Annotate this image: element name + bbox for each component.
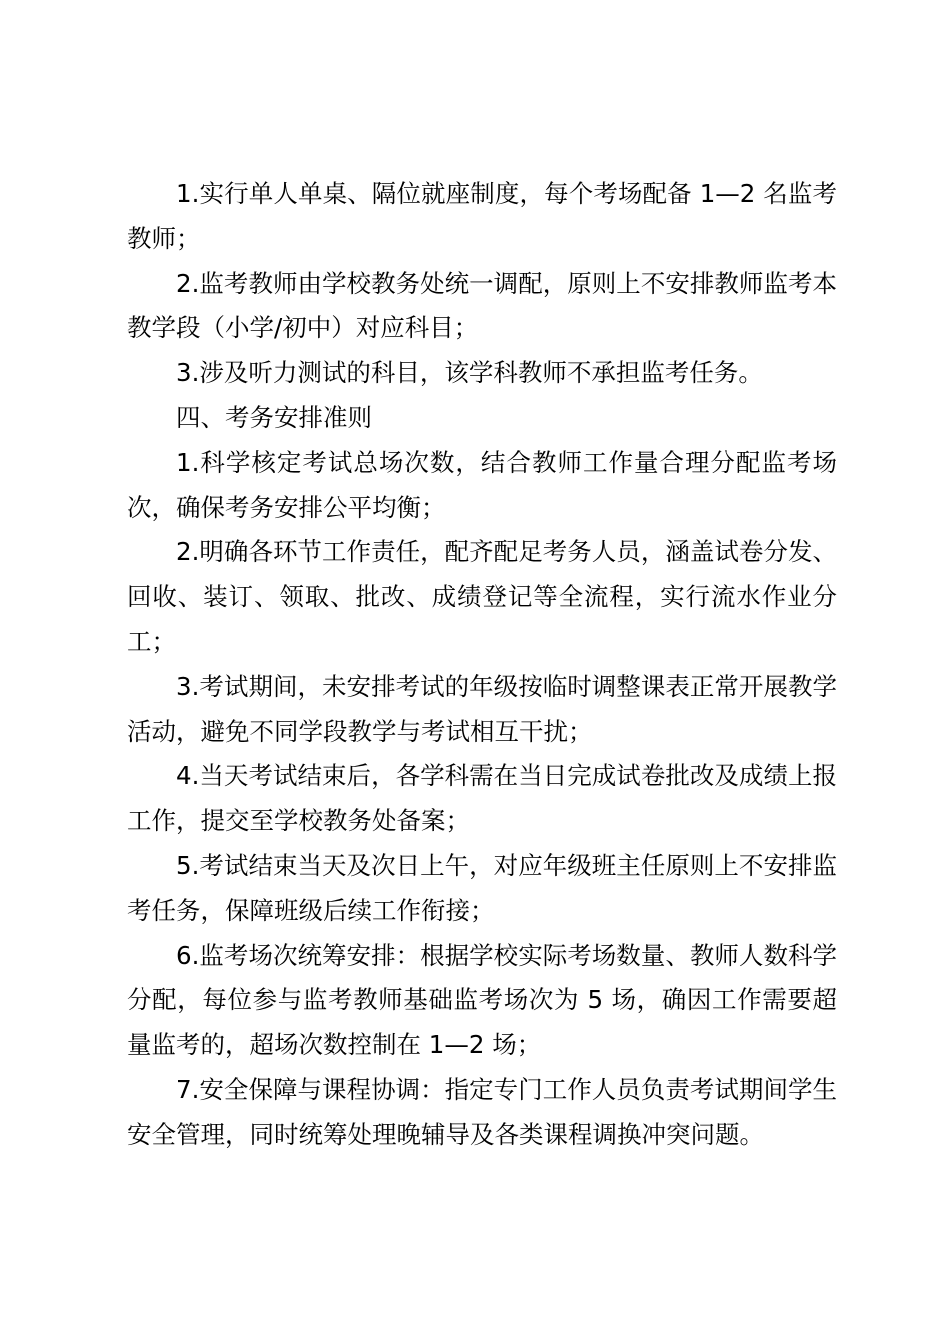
paragraph-grading-report: 4.当天考试结束后，各学科需在当日完成试卷批改及成绩上报工作，提交至学校教务处备案； (127, 761, 837, 836)
section-heading-exam-affairs: 四、考务安排准则 (176, 402, 372, 432)
paragraph-safety-coordination: 7.安全保障与课程协调：指定专门工作人员负责考试期间学生安全管理，同时统筹处理晚辅导及各类课程调换冲突问题。 (127, 1074, 837, 1149)
document-body (127, 172, 837, 1158)
paragraph-listening-test: 3.涉及听力测试的科目，该学科教师不承担监考任务。 (176, 358, 763, 388)
paragraph-responsibilities: 2.明确各环节工作责任，配齐配足考务人员，涵盖试卷分发、回收、装订、领取、批改、成绩登记等全流程，实行流水作业分工； (127, 537, 837, 656)
paragraph-homeroom-teachers: 5.考试结束当天及次日上午，对应年级班主任原则上不安排监考任务，保障班级后续工作衔接； (127, 850, 837, 925)
paragraph-exam-seating: 1.实行单人单桌、隔位就座制度，每个考场配备 1—2 名监考教师； (127, 179, 837, 253)
paragraph-proctor-sessions: 6.监考场次统筹安排：根据学校实际考场数量、教师人数科学分配，每位参与监考教师基础监考场次为 5 场，确因工作需要超量监考的，超场次数控制在 1—2 场； (127, 940, 837, 1060)
paragraph-session-count: 1.科学核定考试总场次数，结合教师工作量合理分配监考场次，确保考务安排公平均衡； (127, 447, 837, 522)
paragraph-teaching-schedule: 3.考试期间，未安排考试的年级按临时调整课表正常开展教学活动，避免不同学段教学与考试相互干扰； (127, 671, 837, 746)
paragraph-proctor-assignment: 2.监考教师由学校教务处统一调配，原则上不安排教师监考本教学段（小学/初中）对应科目； (127, 268, 837, 343)
